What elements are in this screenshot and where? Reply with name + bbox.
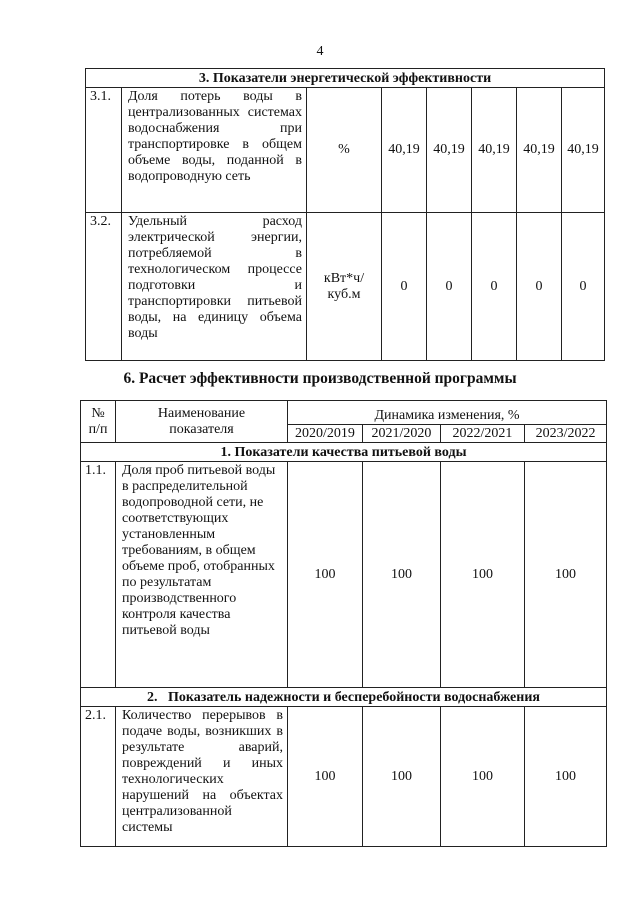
value-cell: 0 <box>427 213 472 361</box>
row-number: 3.1. <box>86 88 122 213</box>
row-number: 3.2. <box>86 213 122 361</box>
header-year: 2020/2019 <box>288 425 363 443</box>
table-row <box>81 462 607 688</box>
section-6-title: 6. Расчет эффективности производственной программы <box>123 370 517 387</box>
value-cell: 40,19 <box>382 88 427 213</box>
value-cell: 0 <box>382 213 427 361</box>
section-1-title: 1. Показатели качества питьевой воды <box>81 443 607 462</box>
value-cell: 0 <box>472 213 517 361</box>
value-cell: 100 <box>525 707 607 847</box>
value-cell: 0 <box>562 213 605 361</box>
header-dynamics: Динамика изменения, % <box>288 401 607 425</box>
header-year: 2023/2022 <box>525 425 607 443</box>
value-cell: 40,19 <box>472 88 517 213</box>
value-cell: 100 <box>288 462 363 688</box>
header-indicator-name: Наименование показателя <box>116 401 288 443</box>
page-number: 4 <box>316 44 324 59</box>
value-cell: 100 <box>363 462 441 688</box>
indicator-name: Количество перерывов в подаче воды, возникших в результате аварий, повреждений и иных технологических нарушений на объектах централизованной системы <box>116 707 288 847</box>
value-cell: 100 <box>363 707 441 847</box>
table-row <box>86 88 605 213</box>
section-2-title: 2. Показатель надежности и бесперебойности водоснабжения <box>81 688 607 707</box>
unit-cell: кВт*ч/ куб.м <box>307 213 382 361</box>
row-number: 1.1. <box>81 462 116 688</box>
value-cell: 100 <box>525 462 607 688</box>
value-cell: 100 <box>441 462 525 688</box>
value-cell: 0 <box>517 213 562 361</box>
indicator-name: Удельный расход электрической энергии, потребляемой в технологическом процессе подготовки и транспортировки питьевой воды, на единицу объема воды <box>122 213 307 361</box>
section-3-title: 3. Показатели энергетической эффективности <box>86 69 605 88</box>
energy-efficiency-table <box>85 68 605 361</box>
value-cell: 40,19 <box>562 88 605 213</box>
row-number: 2.1. <box>81 707 116 847</box>
header-year: 2022/2021 <box>441 425 525 443</box>
unit-cell: % <box>307 88 382 213</box>
value-cell: 40,19 <box>517 88 562 213</box>
value-cell: 40,19 <box>427 88 472 213</box>
program-efficiency-table <box>80 400 607 847</box>
header-number: № п/п <box>81 401 116 443</box>
value-cell: 100 <box>288 707 363 847</box>
indicator-name: Доля потерь воды в централизованных системах водоснабжения при транспортировке в общем объеме воды, поданной в водопроводную сеть <box>122 88 307 213</box>
header-year: 2021/2020 <box>363 425 441 443</box>
table-row <box>81 707 607 847</box>
indicator-name: Доля проб питьевой воды в распределительной водопроводной сети, не соответствующих установленным требованиям, в общем объеме проб, отобранных по результатам производственного контроля качества питьевой воды <box>116 462 288 688</box>
value-cell: 100 <box>441 707 525 847</box>
table-row <box>86 213 605 361</box>
